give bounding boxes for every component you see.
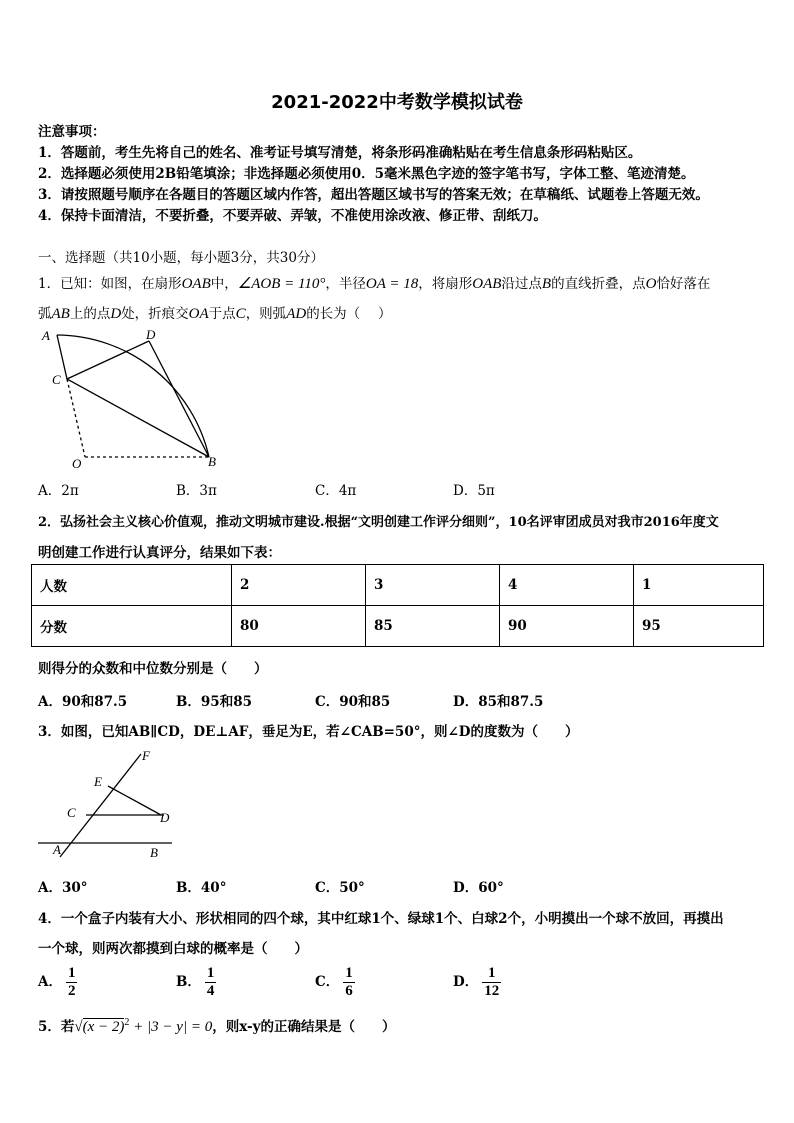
table-cell: 90	[500, 606, 634, 647]
q1-option-b[interactable]: B．3π	[176, 483, 217, 499]
q4-line-2: 一个球，则两次都摸到白球的概率是（ ）	[38, 941, 308, 957]
section-heading: 一、选择题（共10小题，每小题3分，共30分）	[38, 250, 324, 266]
notice-item: 3．请按照题号顺序在各题目的答题区域内作答，超出答题区域书写的答案无效；在草稿纸、试题卷上答题无效。	[38, 187, 709, 203]
q4-option-a[interactable]: A． $\frac{1}{2}$	[38, 965, 76, 999]
q3-option-d[interactable]: D．60°	[453, 880, 504, 896]
q3-option-c[interactable]: C．50°	[315, 880, 365, 896]
label-a: A	[53, 842, 61, 857]
q1-line-2: 弧AB上的点D处，折痕交OA于点C，则弧AD的长为（ ）	[38, 306, 392, 322]
label-f: F	[142, 748, 150, 763]
q2-option-a[interactable]: A．90和87.5	[38, 694, 128, 710]
q1-option-d[interactable]: D．5π	[453, 483, 495, 499]
q2-line-1: 2．弘扬社会主义核心价值观，推动文明城市建设.根据“文明创建工作评分细则”，10名评审团成员对我市2016年度文	[38, 515, 719, 530]
label-b: B	[208, 454, 216, 469]
page-title: 2021-2022中考数学模拟试卷	[271, 92, 523, 113]
q2-option-b[interactable]: B．95和85	[176, 694, 252, 710]
table-cell: 85	[366, 606, 500, 647]
q4-option-b[interactable]: B． $\frac{1}{4}$	[176, 965, 215, 999]
q1-line-1: 1．已知：如图，在扇形OAB中，∠AOB = 110°，半径OA = 18，将扇形OAB沿过点B的直线折叠，点O恰好落在	[38, 276, 711, 292]
table-row	[32, 565, 764, 606]
q2-question: 则得分的众数和中位数分别是（ ）	[38, 661, 268, 677]
segment-db	[149, 341, 209, 457]
q3-parallel-lines-figure	[36, 748, 176, 862]
score-table	[31, 564, 764, 647]
line-de	[108, 786, 161, 815]
label-d: D	[160, 810, 170, 825]
q1-sector-figure	[36, 326, 226, 472]
q1-option-c[interactable]: C．4π	[315, 483, 357, 499]
q5-line-1: 5．若$√(x - 2)^2 + |3 - y| = 0$，则x-y的正确结果是（ ）	[38, 1017, 396, 1035]
segment-cd	[67, 341, 149, 379]
notice-heading: 注意事项：	[38, 124, 106, 140]
q3-option-b[interactable]: B．40°	[176, 880, 227, 896]
label-a: A	[42, 328, 50, 343]
q2-option-d[interactable]: D．85和87.5	[453, 694, 544, 710]
q4-line-1: 4．一个盒子内装有大小、形状相同的四个球，其中红球1个、绿球1个、白球2个，小明摸出一个球不放回，再摸出	[38, 911, 724, 927]
q2-line-2: 明创建工作进行认真评分，结果如下表：	[38, 545, 281, 561]
table-row	[32, 606, 764, 647]
q4-option-c[interactable]: C． $\frac{1}{6}$	[315, 965, 353, 999]
label-d: D	[146, 327, 156, 342]
table-cell: 分数	[32, 606, 232, 647]
q3-line-1: 3．如图，已知AB∥CD，DE⊥AF，垂足为E，若∠CAB=50°，则∠D的度数为（ ）	[38, 724, 579, 740]
table-cell: 1	[634, 565, 764, 606]
notice-item: 4．保持卡面清洁，不要折叠，不要弄破、弄皱，不准使用涂改液、修正带、刮纸刀。	[38, 208, 547, 224]
table-cell: 95	[634, 606, 764, 647]
q3-option-a[interactable]: A．30°	[38, 880, 88, 896]
segment-co-dashed	[67, 379, 85, 457]
table-cell: 80	[232, 606, 366, 647]
notice-item: 1．答题前，考生先将自己的姓名、准考证号填写清楚，将条形码准确粘贴在考生信息条形码粘贴区。	[38, 145, 642, 161]
segment-cb	[67, 379, 209, 457]
table-cell: 4	[500, 565, 634, 606]
label-c: C	[52, 372, 61, 387]
label-e: E	[94, 774, 102, 789]
table-cell: 人数	[32, 565, 232, 606]
q2-option-c[interactable]: C．90和85	[315, 694, 391, 710]
q4-option-d[interactable]: D． $\frac{1}{12}$	[453, 965, 500, 999]
q1-option-a[interactable]: A．2π	[38, 483, 79, 499]
label-o: O	[72, 456, 82, 471]
arc-ab	[57, 335, 209, 457]
label-b: B	[150, 845, 158, 860]
table-cell: 2	[232, 565, 366, 606]
notice-item: 2．选择题必须使用2B铅笔填涂；非选择题必须使用0．5毫米黑色字迹的签字笔书写，字体工整、笔迹清楚。	[38, 166, 695, 182]
table-cell: 3	[366, 565, 500, 606]
label-c: C	[67, 805, 76, 820]
